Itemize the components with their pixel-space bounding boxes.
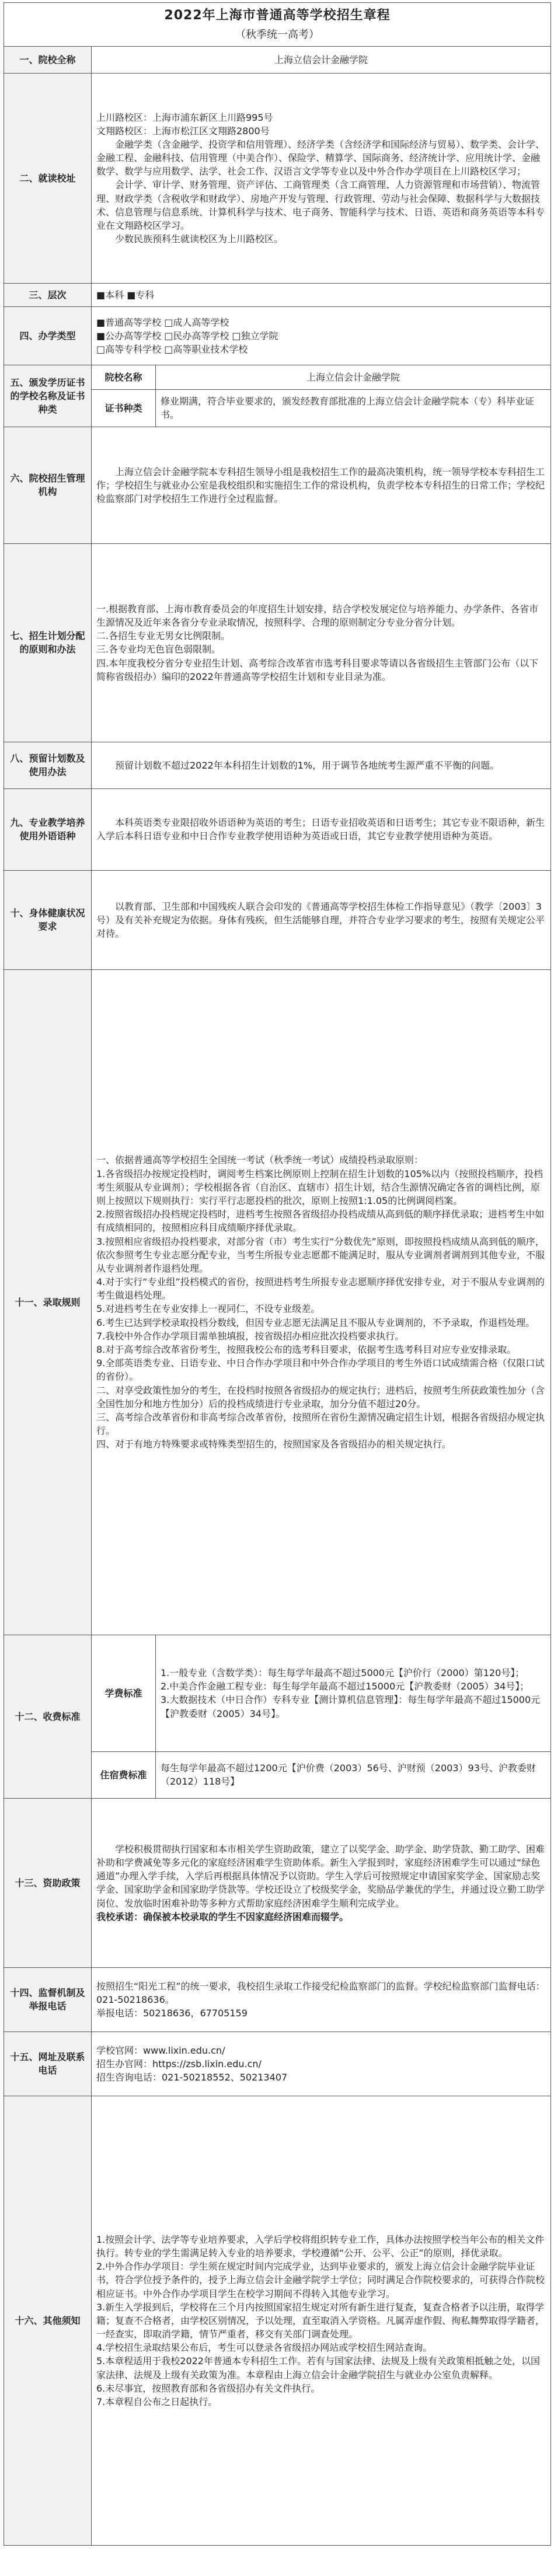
contact-content [92, 2032, 551, 2096]
reserve-content [92, 742, 551, 788]
charter-table [4, 2, 551, 2546]
health-row [4, 870, 551, 969]
tuition-label: 学费标准 [92, 1635, 156, 1751]
level-row [4, 283, 551, 306]
certificate-label: 五、颁发学历证书的学校名称及证书种类 [4, 365, 92, 427]
others-row [4, 2096, 551, 2545]
admission-item-12: 三、高考综合改革省份和非高考综合改革省份，按照所在省份生源情况确定招生计划，根据各省级招办规定执行。 [96, 1411, 545, 1437]
campus-row [4, 73, 551, 283]
language-label: 九、专业教学培养使用外语语种 [4, 788, 92, 870]
others-label: 十六、其他须知 [4, 2096, 92, 2545]
campus-majors-2: 会计学、审计学、财务管理、资产评估、工商管理类（含工商管理、人力资源管理和市场营销）、物流管理、财政学类（含税收学和财政学）、房地产开发与管理、行政管理、劳动与社会保障、数据科学与大数据技术、信息管理与信息系统、计算机科学与技术、电子商务、智能科学与技术、日语、英语和商务英语等本科专业在文翔路校区学习。 [96, 179, 545, 232]
school-type-row [4, 306, 551, 365]
supervision-row [4, 1967, 551, 2032]
reserve-label: 八、预留计划数及使用办法 [4, 742, 92, 788]
school-name-row [4, 46, 551, 73]
dorm-label: 住宿费标准 [92, 1751, 156, 1798]
health-content [92, 870, 551, 969]
contact-label: 十五、网址及联系电话 [4, 2032, 92, 2096]
reserve-row [4, 742, 551, 788]
school-type-label: 四、办学类型 [4, 306, 92, 365]
plan-row [4, 543, 551, 742]
aid-label: 十三、资助政策 [4, 1798, 92, 1967]
admission-item-7: 6.考生已达到学校录取投档分数线，但因专业志愿无法满足且不服从专业调剂的，不予录取，作退档处理。 [96, 1317, 535, 1328]
language-row [4, 788, 551, 870]
admission-item-4: 3.按照相应省级招办投档要求，对部分省（市）考生实行“分数优先”原则，即按照投档成绩从高到低的顺序，依次参照考生专业志愿分配专业，当考生所报专业志愿都不能满足时，服从专业调剂者调剂到其他专业，不服从专业调剂者作退档处理。 [96, 1235, 545, 1274]
fees-row-1 [4, 1635, 551, 1751]
health-text: 以教育部、卫生部和中国残疾人联合会印发的《普通高等学校招生体检工作指导意见》（教学〔2003〕3号）及有关补充规定为依据。身体有残疾，但生活能够自理，并符合专业学习要求的考生，按照有关规定公平对待。 [96, 900, 545, 940]
campus-address-1: 上川路校区：上海市浦东新区上川路995号 [96, 111, 273, 123]
others-item-3: 3.新生入学报到后，学校将在三个月内按照国家招生规定对所有新生进行复查，复查合格者予以注册，取得学籍；复查不合格者，由学校区别情况，予以处理，直至取消入学资格。凡属弄虚作假、徇私舞弊取得学籍者，一经查实，即取消学籍，情节严重者，移交有关部门调查处理。 [96, 2301, 545, 2340]
title-cell [4, 3, 551, 47]
admission-item-6: 5.对进档考生在专业安排上一视同仁，不设专业级差。 [96, 1303, 320, 1315]
language-text: 本科英语类专业限招收外语语种为英语的考生；日语专业招收英语和日语考生；其它专业不限语种，新生入学后本科日语专业和中日合作专业教学使用语种为英语或日语，其它专业教学使用语种为英语。 [96, 817, 545, 842]
school-type-content [92, 306, 551, 365]
dorm-text: 每生每学年最高不超过1200元【沪价费（2003）56号、沪财预（2003）93号、沪教委财（2012）118号】 [156, 1751, 551, 1798]
certificate-row-1 [4, 365, 551, 389]
others-item-1: 1.按照会计学、法学等专业培养要求，入学后学校将组织转专业工作，具体办法按照学校当年公布的相关文件执行。转专业的学生需满足转入专业的培养要求，学校遵循“公开、公平、公正”的原则，择优录取。 [96, 2233, 545, 2259]
campus-majors-1: 金融学类（含金融学、投资学和信用管理）、经济学类（含经济学和国际经济与贸易）、数学类、会计学、金融工程、金融科技、信用管理（中美合作）、保险学、精算学、国际商务、经济统计学、应用统计学、金融数学、数学与应用数学、法学、社会工作、汉语言文学等专业以及中外合作办学项目在上川路校区学习； [96, 138, 545, 177]
admission-item-13: 四、对于有地方特殊要求或特殊类型招生的，按照国家及各省级招办的相关规定执行。 [96, 1439, 452, 1450]
admission-item-9: 8.对于高考综合改革省份考生，按照我校公布的选考科目要求，依据考生选考科目对应专业安排录取。 [96, 1344, 517, 1356]
supervision-content [92, 1967, 551, 2032]
admission-item-2: 1.各省级招办按规定投档时，调阅考生档案比例原则上控制在招生计划数的105%以内（按照投档顺序，投档考生须服从专业调剂）；学校根据各省（自治区、直辖市）招生计划，结合生源情况确定各省的调档比例，原则上按照以下规则执行：实行平行志愿投档的批次，原则上按照1:1.05的比例调阅档案。 [96, 1168, 543, 1206]
contact-phone: 招生咨询电话：021-50218552、50213407 [96, 2072, 288, 2083]
plan-item-4: 四.本年度我校分省分专业招生计划、高考综合改革省市选考科目要求等请以各省级招生主管部门公布（以下简称省级招办）编印的2022年普通高等学校招生计划和专业目录为准。 [96, 657, 539, 682]
level-value: ■本科 ■专科 [92, 283, 551, 306]
plan-content [92, 543, 551, 742]
admission-item-10: 9.全部英语类专业、日语专业、中日合作办学项目和中外合作办学项目的考生外语口试成绩需合格（仅限口试的省份）。 [96, 1357, 545, 1383]
organization-content [92, 427, 551, 543]
reserve-text: 预留计划数不超过2022年本科招生计划数的1%，用于调节各地统考生源严重不平衡的问题。 [115, 759, 500, 771]
tuition-line-2: 2.中美合作金融工程专业：每生每学年最高不超过15000元【沪教委财（2005）34号】； [161, 1681, 529, 1692]
others-item-4: 4.学校招生录取结果公布后，考生可以登录各省级招办网站或学校招生网站查询。 [96, 2342, 433, 2354]
tuition-line-3: 3.大数据技术（中日合作）专科专业【测计算机信息管理】：每生每学年最高不超过15000元【沪教委财（2005）34号】。 [161, 1694, 541, 1719]
supervision-text: 按照招生“阳光工程”的统一要求，我校招生录取工作接受纪检监察部门的监督。学校纪检监察部门监督电话：021-50218636。 [96, 1980, 545, 2005]
certificate-type-label: 证书种类 [92, 389, 156, 427]
fees-label: 十二、收费标准 [4, 1635, 92, 1798]
organization-row [4, 427, 551, 543]
campus-address-2: 文翔路校区：上海市松江区文翔路2800号 [96, 125, 270, 137]
admission-item-11: 二、对享受政策性加分的考生，在投档时按照各省级招办的规定执行；进档后，按照考生所获政策性加分（含全国性加分和地方性加分）后的投档成绩进行专业录取，加分分值不超过20分。 [96, 1384, 545, 1409]
contact-row [4, 2032, 551, 2096]
plan-item-3: 三.各专业均无色盲色弱限制。 [96, 644, 221, 655]
others-item-5: 5.本章程适用于我校2022年普通本专科招生工作。若有与国家法律、法规及上级有关政策相抵触之处，以国家法律、法规及上级有关政策为准。本章程由上海立信会计金融学院招生与就业办公室负责解释。 [96, 2355, 540, 2380]
tuition-content [156, 1635, 551, 1751]
supervision-label: 十四、监督机制及举报电话 [4, 1967, 92, 2032]
admission-label: 十一、录取规则 [4, 969, 92, 1635]
others-content [92, 2096, 551, 2545]
health-label: 十、身体健康状况要求 [4, 870, 92, 969]
admission-content [92, 969, 551, 1635]
school-name-value: 上海立信会计金融学院 [92, 46, 551, 73]
school-type-line-2: ■公办高等学校 □民办高等学校 □独立学院 [96, 330, 278, 341]
admission-row [4, 969, 551, 1635]
title-row [4, 3, 551, 47]
school-type-line-1: ■普通高等学校 □成人高等学校 [96, 316, 229, 328]
campus-label: 二、就读校址 [4, 73, 92, 283]
supervision-phone: 举报电话：50218636，67705159 [96, 2008, 248, 2019]
others-item-6: 6.未尽事宜，按照教育部和各省级招办有关文件执行。 [96, 2382, 320, 2394]
page-subtitle: （秋季统一高考） [235, 28, 319, 41]
certificate-school-value: 上海立信会计金融学院 [156, 365, 551, 389]
language-content [92, 788, 551, 870]
aid-row [4, 1798, 551, 1967]
campus-preparatory: 少数民族预科生就读校区为上川路校区。 [115, 233, 284, 245]
others-item-2: 2.中外合作办学项目：学生须在规定时间内完成学业，达到毕业要求的，颁发上海立信会计金融学院毕业证书，符合学位授予条件的，授予上海立信会计金融学院学士学位；同时满足合作院校要求的，可获得合作院校相应证书。中外合作办学项目学生在校学习期间不得转入其他专业学习。 [96, 2261, 545, 2299]
admission-item-5: 4.对于实行“专业组”投档模式的省份，按照进档考生所报专业志愿顺序择优安排专业，对于不服从专业调剂的考生做退档处理。 [96, 1276, 545, 1301]
plan-item-1: 一.根据教育部、上海市教育委员会的年度招生计划安排，结合学校发展定位与培养能力、办学条件、各省市生源情况及近年来各省分专业录取情况，按照科学、合理的原则制定分专业分省分计划。 [96, 603, 539, 629]
aid-highlight: 我校承诺：确保被本校录取的学生不因家庭经济困难而辍学。 [96, 1911, 349, 1922]
aid-text: 学校积极贯彻执行国家和本市相关学生资助政策，建立了以奖学金、助学金、助学贷款、勤工助学、困难补助和学费减免等多元化的家庭经济困难学生资助体系。新生入学报到时，家庭经济困难学生可以通过“绿色通道”办理入学手续，入学后再根据具体情况予以资助。学生入学后可按照规定申请国家奖学金、国家励志奖学金、国家助学金和国家助学贷款等。学校还设立了校级奖学金，奖励品学兼优的学生，并通过设立勤工助学岗位、发放临时困难补助等多种方式帮助家庭经济困难学生顺利完成学业。 [96, 1843, 545, 1909]
aid-content [92, 1798, 551, 1967]
contact-admission-site[interactable]: 招生办官网：https://zsb.lixin.edu.cn/ [96, 2058, 262, 2069]
certificate-school-label: 院校名称 [92, 365, 156, 389]
page-title: 2022年上海市普通高等学校招生章程 [164, 8, 391, 23]
tuition-line-1: 1.一般专业（含数学类）：每生每学年最高不超过5000元【沪价行（2000）第120号】； [161, 1667, 525, 1679]
certificate-type-value: 修业期满，符合毕业要求的，颁发经教育部批准的上海立信会计金融学院本（专）科毕业证书。 [156, 389, 551, 427]
plan-label: 七、招生计划分配的原则和办法 [4, 543, 92, 742]
campus-content [92, 73, 551, 283]
school-type-line-3: □高等专科学校 □高等职业技术学校 [96, 344, 248, 355]
others-item-7: 7.本章程自公布之日起执行。 [96, 2396, 218, 2408]
admission-item-8: 7.我校中外合作办学项目需单独填报，按省级招办相应批次投档要求执行。 [96, 1330, 405, 1342]
level-label: 三、层次 [4, 283, 92, 306]
admission-item-1: 一、依据普通高等学校招生全国统一考试（秋季统一考试）成绩投档录取原则： [96, 1154, 424, 1166]
plan-item-2: 二.各招生专业无男女比例限制。 [96, 630, 231, 642]
organization-label: 六、院校招生管理机构 [4, 427, 92, 543]
admission-item-3: 2.按照省级招办投档规定投档时，进档考生按照各省级招办投档成绩从高到低的顺序择优录取；进档考生中如有成绩相同的，按照相应科目成绩顺序择优录取。 [96, 1209, 545, 1234]
contact-website[interactable]: 学校官网：www.lixin.edu.cn/ [96, 2044, 225, 2056]
school-name-label: 一、院校全称 [4, 46, 92, 73]
organization-text: 上海立信会计金融学院本专科招生领导小组是我校招生工作的最高决策机构，统一领导学校本专科招生工作；学校招生与就业办公室是我校组织和实施招生工作的常设机构，负责学校本专科招生的日常工作；学校纪检监察部门对学校招生工作进行全过程监督。 [96, 466, 545, 505]
